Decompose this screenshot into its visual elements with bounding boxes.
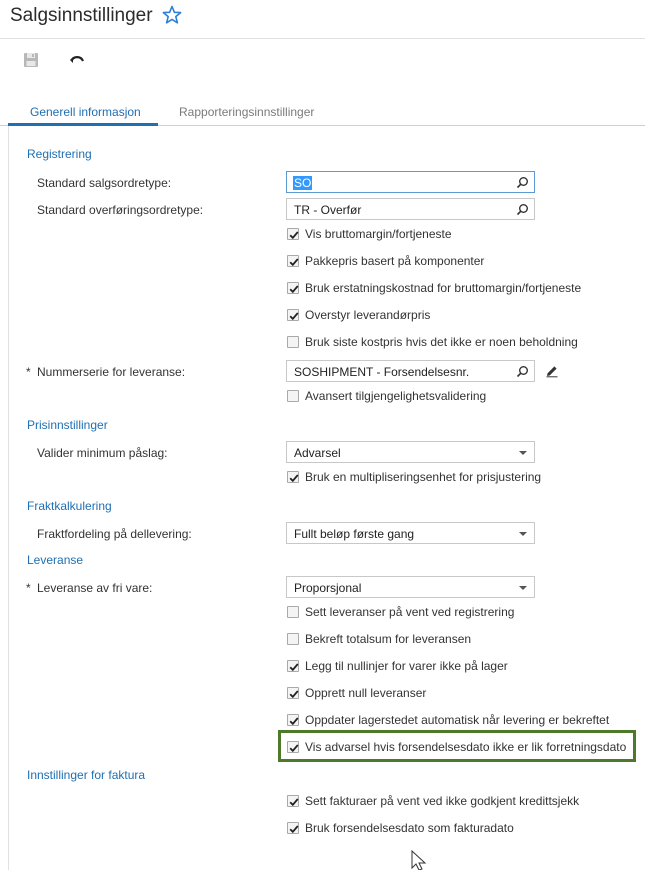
checkmark-icon [288,283,300,295]
page-title: Salgsinnstillinger [10,5,153,26]
checkmark-icon [288,742,300,754]
forsendelsesdato-label: Bruk forsendelsesdato som fakturadato [305,821,514,835]
nummerserie-value: SOSHIPMENT - Forsendelsesnr. [294,365,470,379]
overstyr-label: Overstyr leverandørpris [305,308,431,322]
forsendelsesdato-checkbox[interactable] [287,822,299,834]
multiplisering-label: Bruk en multipliseringsenhet for prisjustering [305,470,542,484]
fraktfordeling-label: Fraktfordeling på dellevering: [37,527,192,541]
search-icon[interactable] [516,176,529,189]
vis-bruttomargin-checkbox[interactable] [287,228,299,240]
salgsordretype-value: SO [294,176,312,190]
section-faktura: Innstillinger for faktura [27,768,146,782]
chevron-down-icon[interactable] [519,586,527,590]
checkmark-icon [288,229,300,241]
nummerserie-label: Nummerserie for leveranse: [37,365,186,379]
oppdater-lager-checkbox[interactable] [287,714,299,726]
checkmark-icon [288,256,300,268]
minimum-paslag-select[interactable] [286,441,535,463]
chevron-down-icon[interactable] [519,451,527,455]
fakturaer-vent-checkbox[interactable] [287,795,299,807]
mouse-cursor-icon [411,850,431,870]
overforingsordretype-value: TR - Overfør [294,203,362,217]
overstyr-checkbox[interactable] [287,309,299,321]
nummerserie-field[interactable] [286,360,535,382]
vis-advarsel-checkbox[interactable] [287,741,299,753]
minimum-paslag-value: Advarsel [294,446,341,460]
fri-vare-label: Leveranse av fri vare: [37,581,153,595]
minimum-paslag-label: Valider minimum påslag: [37,446,168,460]
required-marker: * [26,365,31,379]
overforingsordretype-field[interactable] [286,198,535,220]
star-icon[interactable] [162,5,182,25]
checkmark-icon [288,823,300,835]
bekreft-totalsum-label: Bekreft totalsum for leveransen [305,632,472,646]
pakkepris-label: Pakkepris basert på komponenter [305,254,485,268]
section-leveranse: Leveranse [27,553,84,567]
section-fraktkalkulering: Fraktkalkulering [27,499,112,513]
fraktfordeling-value: Fullt beløp første gang [294,527,415,541]
required-marker: * [26,581,31,595]
section-registrering: Registrering [27,147,92,161]
avansert-tilgj-checkbox[interactable] [287,390,299,402]
bekreft-totalsum-checkbox[interactable] [287,633,299,645]
null-leveranse-checkbox[interactable] [287,687,299,699]
content-left-border [8,126,9,870]
checkmark-icon [288,661,300,673]
sett-vent-label: Sett leveranser på vent ved registrering [305,605,515,619]
chevron-down-icon[interactable] [519,532,527,536]
fakturaer-vent-label: Sett fakturaer på vent ved ikke godkjent kredittsjekk [305,794,580,808]
fri-vare-value: Proporsjonal [294,581,362,595]
search-icon[interactable] [516,365,529,378]
tab-generell-informasjon[interactable]: Generell informasjon [30,105,141,119]
nullinjer-checkbox[interactable] [287,660,299,672]
active-tab-indicator [8,123,158,126]
checkmark-icon [288,688,300,700]
checkmark-icon [288,310,300,322]
checkmark-icon [288,472,300,484]
edit-pencil-icon[interactable] [545,364,559,378]
save-icon[interactable] [22,51,40,69]
tab-rapporteringsinnstillinger[interactable]: Rapporteringsinnstillinger [179,105,315,119]
pakkepris-checkbox[interactable] [287,255,299,267]
erstatningskostnad-checkbox[interactable] [287,282,299,294]
oppdater-lager-label: Oppdater lagerstedet automatisk når levering er bekreftet [305,713,610,727]
checkmark-icon [288,715,300,727]
search-icon[interactable] [516,203,529,216]
salgsordretype-label: Standard salgsordretype: [37,176,172,190]
salgsordretype-field[interactable] [286,171,535,193]
erstatningskostnad-label: Bruk erstatningskostnad for bruttomargin/fortjeneste [305,281,582,295]
avansert-tilgj-label: Avansert tilgjengelighetsvalidering [305,389,487,403]
fri-vare-select[interactable] [286,576,535,598]
null-leveranse-label: Opprett null leveranser [305,686,427,700]
siste-kostpris-label: Bruk siste kostpris hvis det ikke er noen beholdning [305,335,578,349]
nullinjer-label: Legg til nullinjer for varer ikke på lager [305,659,508,673]
overforingsordretype-label: Standard overføringsordretype: [37,203,204,217]
sett-vent-checkbox[interactable] [287,606,299,618]
siste-kostpris-checkbox[interactable] [287,336,299,348]
undo-icon[interactable] [68,51,86,69]
vis-bruttomargin-label: Vis bruttomargin/fortjeneste [305,227,452,241]
vis-advarsel-label: Vis advarsel hvis forsendelsesdato ikke er lik forretningsdato [305,740,627,754]
checkmark-icon [288,796,300,808]
section-prisinnstillinger: Prisinnstillinger [27,418,108,432]
header-divider [0,38,645,39]
multiplisering-checkbox[interactable] [287,471,299,483]
fraktfordeling-select[interactable] [286,522,535,544]
